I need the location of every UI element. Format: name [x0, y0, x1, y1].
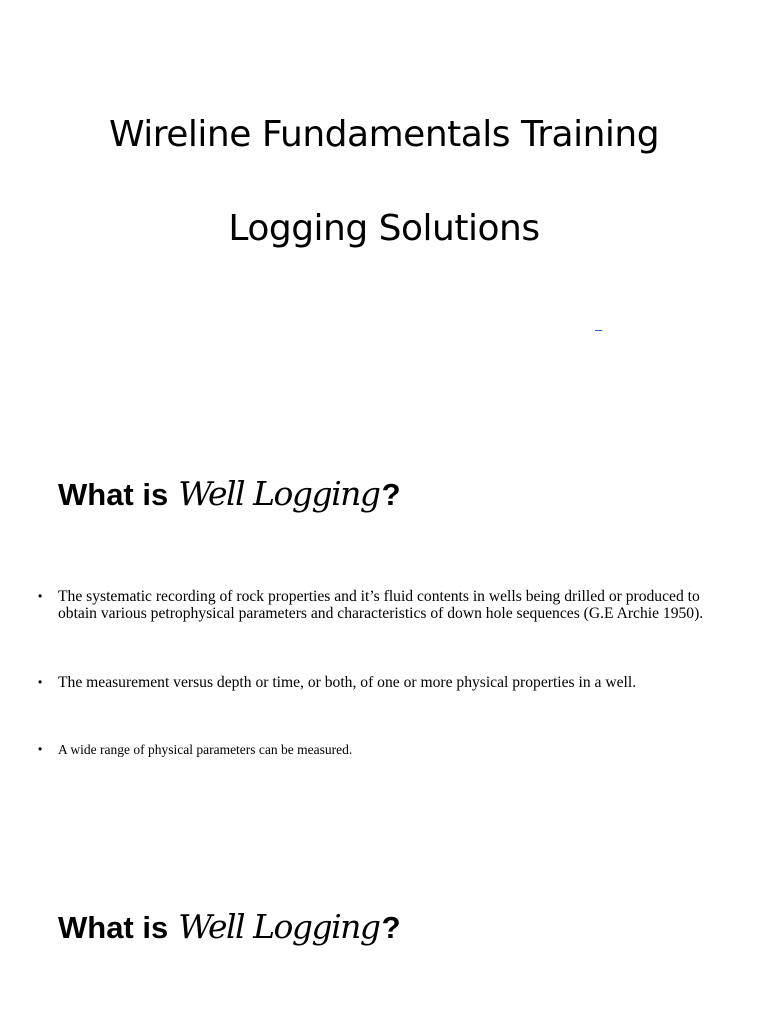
slide-heading	[58, 907, 401, 946]
list-item	[38, 674, 718, 691]
presentation-title: Wireline Fundamentals Training	[108, 114, 660, 155]
list-item-text: A wide range of physical parameters can be measured.	[58, 742, 353, 757]
list-item	[38, 588, 718, 622]
hyperlink-underline[interactable]	[595, 330, 602, 331]
heading-prefix: What is	[58, 910, 169, 945]
list-item	[38, 741, 718, 758]
heading-question-mark: ?	[381, 910, 401, 945]
list-item-text: The systematic recording of rock properties and it’s fluid contents in wells being drilled or produced to obtain various petrophysical parameters and characteristics of down hole sequences (G.E Archie 1950).	[58, 588, 704, 622]
heading-emphasis: Well Logging	[178, 907, 380, 946]
heading-prefix: What is	[58, 477, 169, 512]
bullet-icon: •	[38, 589, 43, 603]
bullet-icon: •	[38, 675, 43, 689]
heading-emphasis: Well Logging	[178, 474, 380, 513]
heading-question-mark: ?	[381, 477, 401, 512]
presentation-subtitle: Logging Solutions	[228, 208, 540, 249]
bullet-icon: •	[38, 742, 43, 756]
slide-heading	[58, 474, 401, 513]
list-item-text: The measurement versus depth or time, or both, of one or more physical properties in a well.	[58, 674, 637, 691]
